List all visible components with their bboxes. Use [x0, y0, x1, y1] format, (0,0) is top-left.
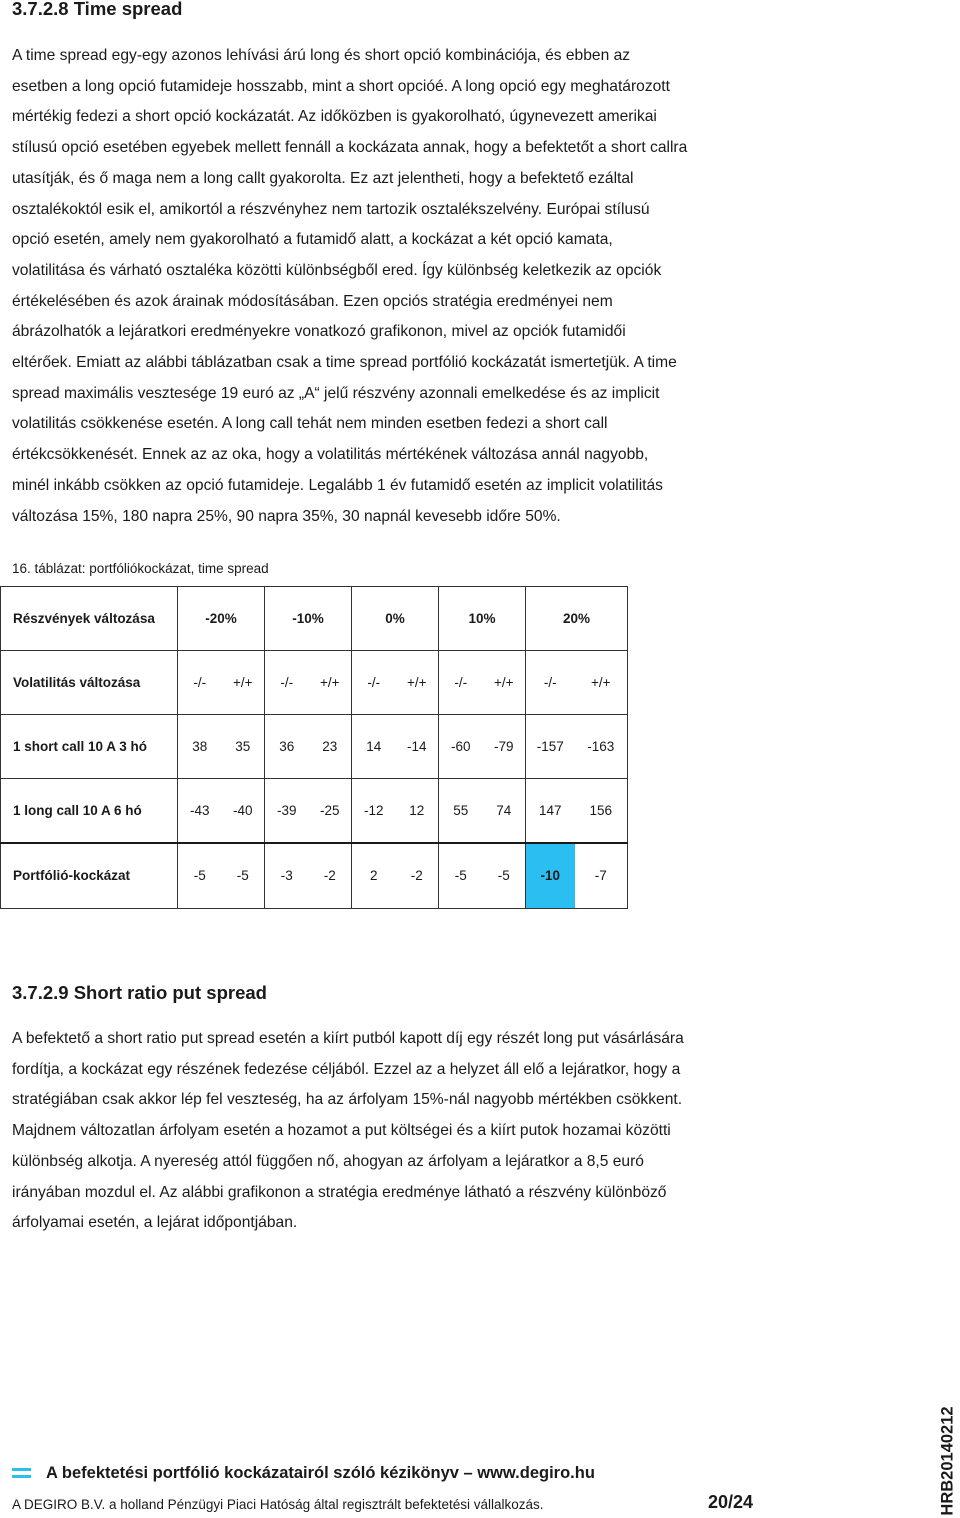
table-cell: 156 — [575, 779, 628, 843]
time-spread-paragraph — [12, 41, 812, 532]
paragraph-line: utasítják, és ő maga nem a long callt gyakorolta. Ez azt jelentheti, hogy a befektető ezáltal — [12, 169, 634, 187]
table-cell: 2 — [352, 843, 396, 909]
table-cell: -5 — [439, 843, 483, 909]
table-row-total — [1, 843, 628, 909]
paragraph-line: változása 15%, 180 napra 25%, 90 napra 35%, 30 napnál kevesebb időre 50%. — [12, 507, 561, 525]
table-cell: 147 — [526, 779, 575, 843]
table-cell: -5 — [483, 843, 526, 909]
table-cell: -/- — [178, 651, 222, 715]
table-cell: -40 — [222, 779, 265, 843]
table-cell: 38 — [178, 715, 222, 779]
table-cell: 36 — [265, 715, 309, 779]
column-header: 20% — [526, 587, 628, 651]
table-cell: +/+ — [396, 651, 439, 715]
section-heading-short-ratio-put-spread: 3.7.2.9 Short ratio put spread — [12, 982, 267, 1003]
paragraph-line: fordítja, a kockázat egy részének fedezése céljából. Ezzel az a helyzet áll elő a lejáratkor, hogy a — [12, 1060, 681, 1078]
row-label: 1 short call 10 A 3 hó — [1, 715, 178, 779]
section-heading-time-spread: 3.7.2.8 Time spread — [12, 0, 183, 19]
paragraph-line: minél inkább csökken az opció futamideje. Legalább 1 év futamidő esetén az implicit volatilitás — [12, 476, 663, 494]
paragraph-line: volatilitás csökkenése esetén. A long call tehát nem minden esetben fedezi a short call — [12, 415, 608, 433]
table-cell: -/- — [526, 651, 575, 715]
paragraph-line: A befektető a short ratio put spread esetén a kiírt putból kapott díj egy részét long put vásárlására — [12, 1030, 684, 1047]
short-ratio-put-spread-paragraph — [12, 1024, 812, 1239]
table-cell: -14 — [396, 715, 439, 779]
table-cell: +/+ — [483, 651, 526, 715]
paragraph-line: ábrázolhatók a lejáratkori eredményekre vonatkozó grafikonon, mivel az opciók futamidői — [12, 323, 626, 341]
table-cell: -43 — [178, 779, 222, 843]
table-cell: -39 — [265, 779, 309, 843]
highlighted-max-loss-cell: -10 — [526, 843, 575, 909]
paragraph-line: volatilitása és várható osztaléka közötti különbségből ered. Így különbség keletkezik az opciók — [12, 261, 662, 279]
table-cell: 12 — [396, 779, 439, 843]
table-cell: +/+ — [575, 651, 628, 715]
table-cell: -157 — [526, 715, 575, 779]
paragraph-line: értékcsökkenését. Ennek az az oka, hogy a volatilitás mértékének változása annál nagyobb, — [12, 446, 649, 464]
table-cell: -5 — [178, 843, 222, 909]
paragraph-line: eltérőek. Emiatt az alábbi táblázatban csak a time spread portfólió kockázatát ismertetjük. A time — [12, 354, 677, 372]
paragraph-line: különbség alkotja. A nyereség attól függően nő, ahogyan az árfolyam a lejáratkor a 8,5 euró — [12, 1152, 644, 1170]
table-cell: 35 — [222, 715, 265, 779]
table-cell: 55 — [439, 779, 483, 843]
paragraph-line: irányában mozdul el. Az alábbi grafikonon a stratégia eredménye látható a részvény különböző — [12, 1183, 667, 1201]
paragraph-line: esetben a long opció futamideje hosszabb, mint a short opcióé. A long opció egy meghatározott — [12, 77, 670, 95]
portfolio-risk-table — [0, 586, 628, 909]
paragraph-line: értékelésében és azok árainak módosításában. Ezen opciós stratégia eredményei nem — [12, 292, 613, 310]
table-row — [1, 651, 628, 715]
footer-legal-notice: A DEGIRO B.V. a holland Pénzügyi Piaci Hatóság által regisztrált befektetési vállalkozás. — [12, 1497, 544, 1512]
table-cell: -/- — [265, 651, 309, 715]
paragraph-line: mértékig fedezi a short opció kockázatát. Az időközben is gyakorolható, úgynevezett amerikai — [12, 108, 657, 126]
table-cell: -60 — [439, 715, 483, 779]
paragraph-line: spread maximális vesztesége 19 euró az „A“ jelű részvény azonnali emelkedése és az implicit — [12, 384, 660, 402]
table-caption: 16. táblázat: portfóliókockázat, time spread — [12, 561, 269, 576]
table-cell: -163 — [575, 715, 628, 779]
paragraph-line: osztalékoktól esik el, amikortól a részvényhez nem tartozik osztalékszelvény. Európai stílusú — [12, 200, 650, 218]
table-cell: -/- — [352, 651, 396, 715]
table-cell: 23 — [309, 715, 352, 779]
paragraph-line: árfolyamai esetén, a lejárat időpontjában. — [12, 1214, 298, 1232]
page-number: 20/24 — [708, 1492, 754, 1512]
document-code-wrapper — [938, 1405, 958, 1517]
table-cell: -/- — [439, 651, 483, 715]
table-cell: +/+ — [222, 651, 265, 715]
row-label: Volatilitás változása — [1, 651, 178, 715]
table-header-row — [1, 587, 628, 651]
row-label: Részvények változása — [1, 587, 178, 651]
table-row — [1, 779, 628, 843]
table-row — [1, 715, 628, 779]
table-cell: 74 — [483, 779, 526, 843]
paragraph-line: stílusú opció esetében egyebek mellett fennáll a kockázata annak, hogy a befektetőt a short callra — [12, 139, 688, 157]
column-header: -10% — [265, 587, 352, 651]
column-header: 10% — [439, 587, 526, 651]
table-cell: -12 — [352, 779, 396, 843]
document-code: HRB20140212 — [938, 1406, 957, 1516]
table-cell: -7 — [575, 843, 628, 909]
paragraph-line: opció esetén, amely nem gyakorolható a futamidő alatt, a kockázat a két opció kamata, — [12, 231, 613, 249]
table-cell: -2 — [396, 843, 439, 909]
table-cell: -5 — [222, 843, 265, 909]
footer-title: A befektetési portfólió kockázatairól szóló kézikönyv – www.degiro.hu — [46, 1464, 595, 1482]
table-cell: -3 — [265, 843, 309, 909]
table-cell: -79 — [483, 715, 526, 779]
row-label: 1 long call 10 A 6 hó — [1, 779, 178, 843]
table-cell: -2 — [309, 843, 352, 909]
column-header: -20% — [178, 587, 265, 651]
paragraph-line: A time spread egy-egy azonos lehívási árú long és short opció kombinációja, és ebben az — [12, 47, 631, 64]
paragraph-line: stratégiában csak akkor lép fel veszteség, ha az árfolyam 15%-nál nagyobb mértékben csökkent. — [12, 1091, 683, 1109]
equals-logo-icon — [12, 1466, 31, 1480]
table-cell: 14 — [352, 715, 396, 779]
table-cell: +/+ — [309, 651, 352, 715]
row-label: Portfólió-kockázat — [1, 843, 178, 909]
paragraph-line: Majdnem változatlan árfolyam esetén a hozamot a put költségei és a kiírt putok hozamai közötti — [12, 1122, 671, 1140]
table-cell: -25 — [309, 779, 352, 843]
column-header: 0% — [352, 587, 439, 651]
